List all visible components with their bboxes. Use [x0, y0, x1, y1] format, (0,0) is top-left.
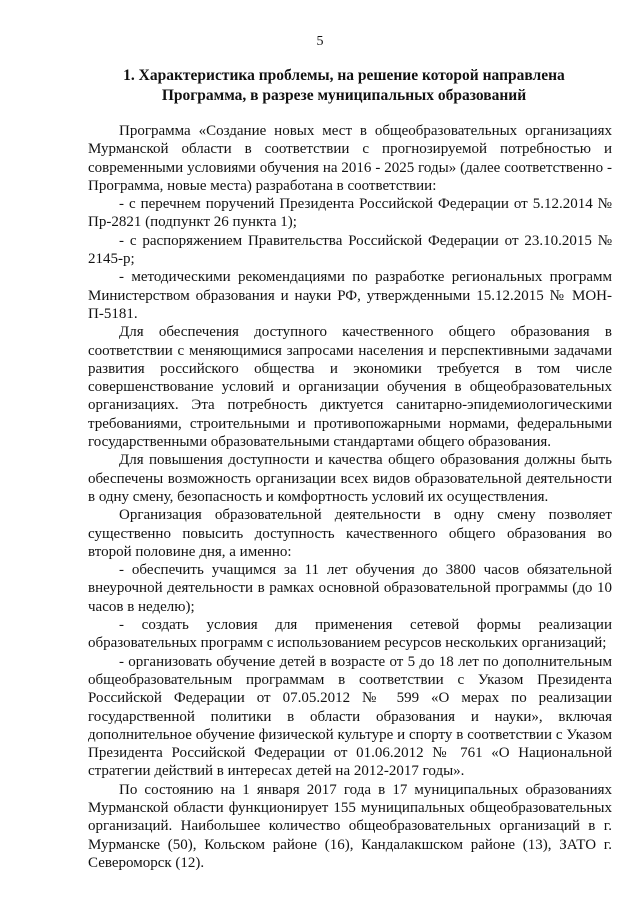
paragraph-extracurricular-hours: - обеспечить учащимся за 11 лет обучения до 3800 часов обязательной внеурочной деятельности в рамках основной образовательной программы (до 10 часов в неделю);: [88, 562, 612, 615]
section-heading: [80, 66, 608, 106]
page-number: 5: [316, 34, 324, 49]
paragraph-accessibility: Для повышения доступности и качества общего образования должны быть обеспечены возможность организации всех видов образовательной деятельности в одну смену, безопасность и комфортность условий их осуществления.: [88, 452, 612, 505]
section-heading-line-2: Программа, в разрезе муниципальных образований: [161, 87, 527, 104]
paragraph-statistics: По состоянию на 1 января 2017 года в 17 муниципальных образованиях Мурманской области функционирует 155 муниципальных общеобразовательных организаций. Наибольшее количество общеобразовательных организаций в г. Мурманске (50), Кольском районе (16), Кандалакшском районе (13), ЗАТО г. Североморск (12).: [88, 781, 612, 871]
paragraph-quality-education: Для обеспечения доступного качественного общего образования в соответствии с меняющимися запросами населения и перспективными задачами развития российского общества и экономики требуется в том числе совершенствование условий и организации обучения в общеобразовательных организациях. Эта потребность диктуется санитарно-эпидемиологическими требованиями, строительными и противопожарными нормами, федеральными государственными образовательными стандартами общего образования.: [88, 324, 612, 451]
paragraph-program-intro: Программа «Создание новых мест в общеобразовательных организациях Мурманской области в соответствии с прогнозируемой потребностью и современными условиями обучения на 2016 - 2025 годы» (далее соответственно - Программа, новые места) разработана в соответствии:: [88, 123, 612, 194]
paragraph-single-shift: Организация образовательной деятельности в одну смену позволяет существенно повысить доступность качественного общего образования во второй половине дня, а именно:: [88, 507, 612, 560]
paragraph-government-decree: - с распоряжением Правительства Российской Федерации от 23.10.2015 № 2145-р;: [88, 232, 612, 268]
body-text: [88, 122, 612, 872]
section-heading-line-1: 1. Характеристика проблемы, на решение которой направлена: [123, 67, 565, 84]
paragraph-network-form: - создать условия для применения сетевой формы реализации образовательных программ с использованием ресурсов нескольких организаций;: [88, 617, 612, 652]
paragraph-methodical-recommendations: - методическими рекомендациями по разработке региональных программ Министерством образования и науки РФ, утвержденными 15.12.2015 № МОН-П-5181.: [88, 269, 612, 322]
paragraph-additional-education: - организовать обучение детей в возрасте от 5 до 18 лет по дополнительным общеобразовательным программам в соответствии с Указом Президента Российской Федерации от 07.05.2012 № 599 «О мерах по реализации государственной политики в области образования и науки», включая дополнительное обучение физической культуре и спорту в соответствии с Указом Президента Российской Федерации от 01.06.2012 № 761 «О Национальной стратегии действий в интересах детей на 2012-2017 годы».: [88, 653, 612, 780]
paragraph-presidential-orders: - с перечнем поручений Президента Российской Федерации от 5.12.2014 № Пр-2821 (подпункт 26 пункта 1);: [88, 196, 612, 231]
